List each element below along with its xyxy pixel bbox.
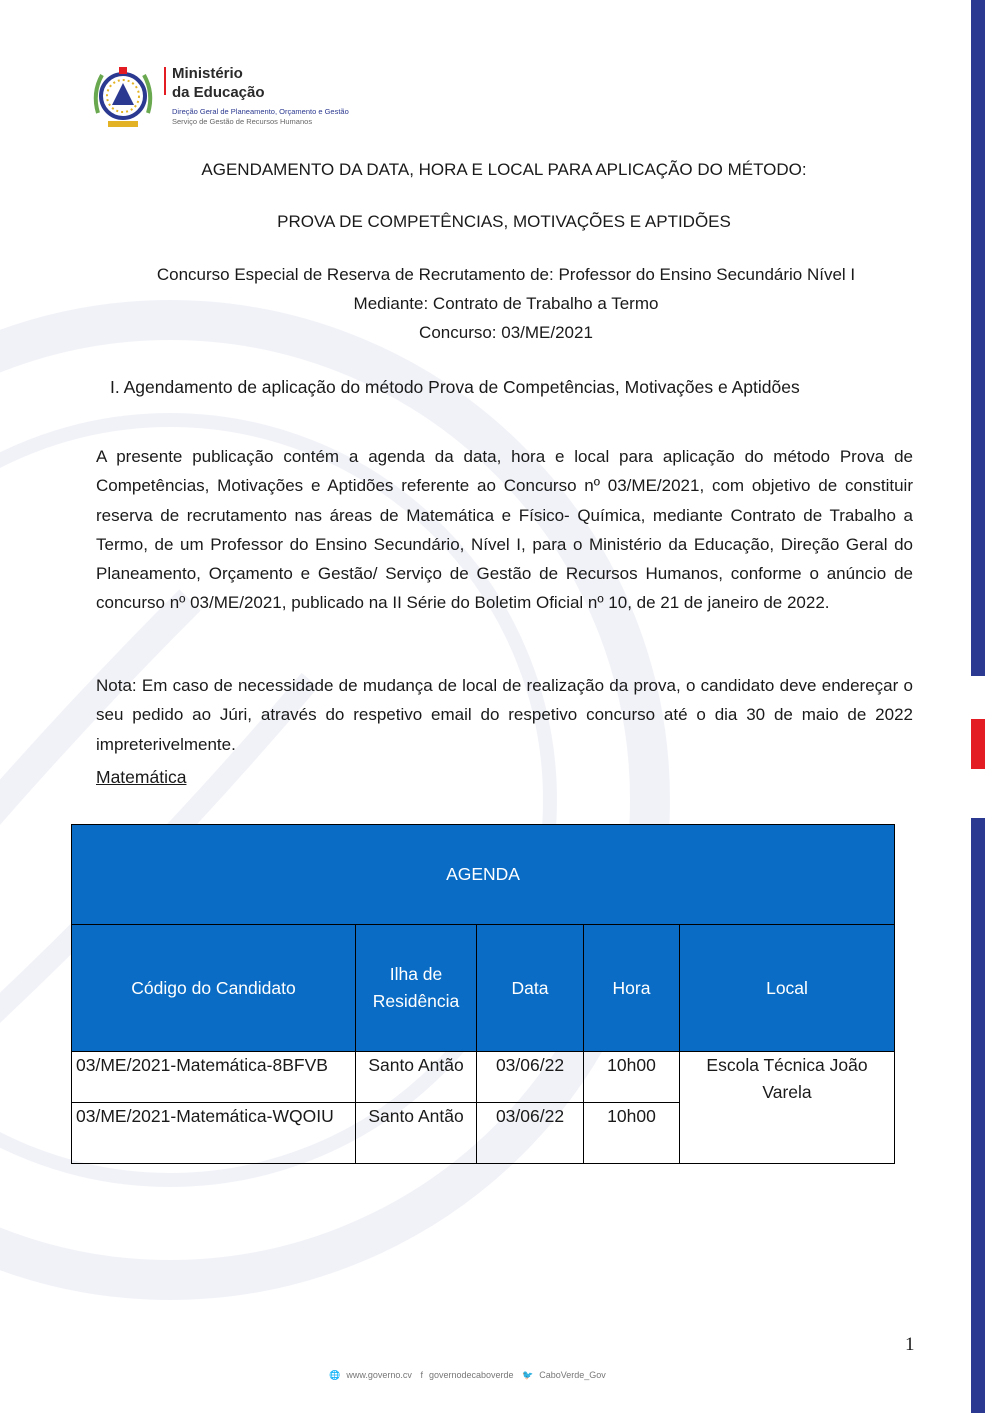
note-paragraph: Nota: Em caso de necessidade de mudança de local de realização da prova, o candidato deve endereçar o seu pedido ao Júri, através do respetivo email do respetivo concurso até o dia 30 de maio de 2022 impreterivelmente. [96, 676, 913, 754]
logo-service: Serviço de Gestão de Recursos Humanos [172, 117, 313, 126]
logo-directorate: Direção Geral de Planeamento, Orçamento e Gestão [172, 107, 349, 116]
footer-facebook[interactable]: governodecaboverde [428, 1370, 514, 1380]
header-island: Ilha de Residência [356, 925, 477, 1052]
intro-paragraph: A presente publicação contém a agenda da data, hora e local para aplicação do método Prova de Competências, Motivações e Aptidões referente ao Concurso nº 03/ME/2021, com objetivo de constituir reserva de recrutamento nas áreas de Matemática e Físico- Química, mediante Contrato de Trabalho a Termo, de um Professor do Ensino Secundário, Nível I, para o Ministério da Educação, Direção Geral do Planeamento, Orçamento e Gestão/ Serviço de Gestão de Recursos Humanos, conforme o anúncio de concurso nº 03/ME/2021, publicado na II Série do Boletim Oficial nº 10, de 21 de janeiro de 2022. [96, 447, 913, 613]
header-candidate-code: Código do Candidato [72, 925, 356, 1052]
island-cell: Santo Antão [356, 1103, 477, 1164]
date-cell: 03/06/22 [477, 1103, 584, 1164]
footer-website[interactable]: www.governo.cv [346, 1370, 412, 1380]
header-time: Hora [584, 925, 680, 1052]
facebook-icon: f [420, 1370, 423, 1380]
document-title-line1: AGENDAMENTO DA DATA, HORA E LOCAL PARA APLICAÇÃO DO MÉTODO: [201, 160, 807, 179]
agenda-table [71, 824, 895, 1164]
candidate-code: 03/ME/2021-Matemática-WQOIU [72, 1103, 356, 1164]
table-row [72, 1052, 895, 1103]
logo-ministry-line1: Ministério [172, 65, 243, 82]
edge-bar-red [971, 719, 985, 769]
logo-divider [164, 67, 166, 95]
contest-line1: Concurso Especial de Reserva de Recrutamento de: Professor do Ensino Secundário Nível I [156, 265, 856, 284]
agenda-title: AGENDA [72, 825, 895, 925]
time-cell: 10h00 [584, 1103, 680, 1164]
date-cell: 03/06/22 [477, 1052, 584, 1103]
header-date: Data [477, 925, 584, 1052]
logo-ministry-line2: da Educação [172, 84, 265, 101]
footer-twitter[interactable]: CaboVerde_Gov [539, 1370, 606, 1380]
coat-of-arms-icon [88, 63, 158, 133]
island-cell: Santo Antão [356, 1052, 477, 1103]
document-title-line2: PROVA DE COMPETÊNCIAS, MOTIVAÇÕES E APTIDÕES [277, 212, 731, 231]
footer [0, 1370, 935, 1381]
page-number: 1 [905, 1334, 915, 1355]
contest-line3: Concurso: 03/ME/2021 [419, 323, 593, 342]
ministry-logo [88, 63, 388, 135]
contest-info [0, 260, 1000, 347]
candidate-code: 03/ME/2021-Matemática-8BFVB [72, 1052, 356, 1103]
section-heading: I. Agendamento de aplicação do método Prova de Competências, Motivações e Aptidões [110, 377, 800, 397]
contest-line2: Mediante: Contrato de Trabalho a Termo [353, 294, 659, 313]
header-location: Local [680, 925, 895, 1052]
globe-icon: 🌐 [329, 1370, 341, 1380]
edge-bar-blue-bottom [971, 818, 985, 1413]
agenda-header-row [72, 925, 895, 1052]
agenda-title-row [72, 825, 895, 925]
twitter-icon: 🐦 [522, 1370, 534, 1380]
location-cell: Escola Técnica João Varela [680, 1052, 895, 1164]
time-cell: 10h00 [584, 1052, 680, 1103]
subject-heading: Matemática [96, 767, 187, 787]
